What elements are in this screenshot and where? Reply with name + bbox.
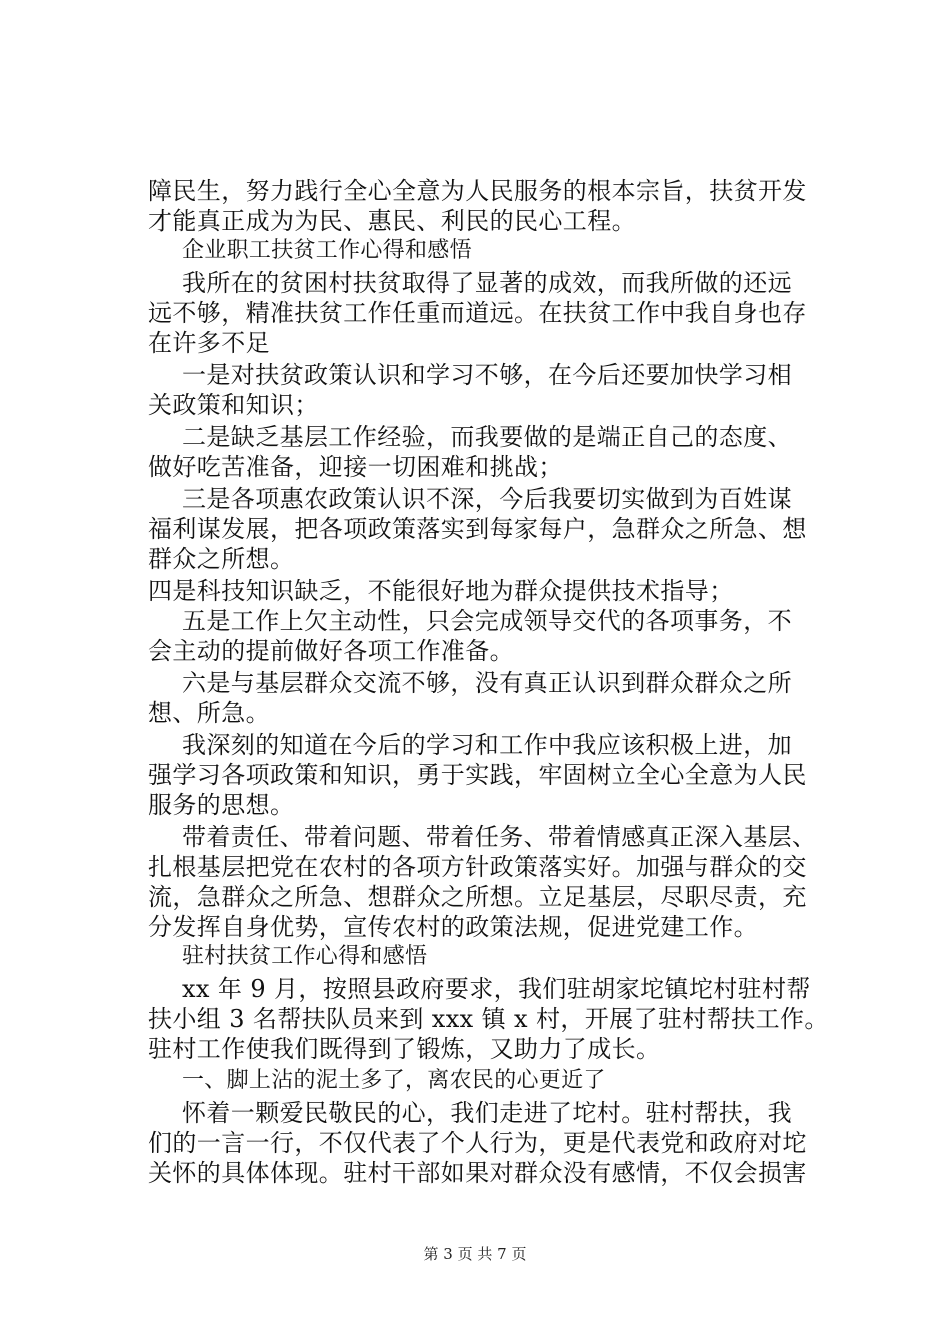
text-line: 五是工作上欠主动性，只会完成领导交代的各项事务，不 xyxy=(182,607,792,635)
text-line: 流，急群众之所急、想群众之所想。立足基层，尽职尽责，充 xyxy=(148,883,807,911)
page-number-footer: 第 3 页 共 7 页 xyxy=(423,1245,527,1263)
text-line: 关政策和知识； xyxy=(148,391,319,419)
text-line: 障民生，努力践行全心全意为人民服务的根本宗旨，扶贫开发 xyxy=(148,177,807,205)
text-line: 带着责任、带着问题、带着任务、带着情感真正深入基层、 xyxy=(182,823,817,851)
section-heading: 企业职工扶贫工作心得和感悟 xyxy=(182,238,472,263)
text-line: 在许多不足 xyxy=(148,329,270,357)
text-line: 做好吃苦准备，迎接一切困难和挑战； xyxy=(148,453,563,481)
text-line: 关怀的具体体现。驻村干部如果对群众没有感情，不仅会损害 xyxy=(148,1159,807,1187)
section-heading: 一、脚上沾的泥土多了，离农民的心更近了 xyxy=(182,1068,606,1093)
text-line: 群众之所想。 xyxy=(148,545,295,573)
text-line: xx 年 9 月，按照县政府要求，我们驻胡家坨镇坨村驻村帮 xyxy=(182,975,811,1003)
text-line: 六是与基层群众交流不够，没有真正认识到群众群众之所 xyxy=(182,669,792,697)
text-line: 服务的思想。 xyxy=(148,791,295,819)
text-line: 才能真正成为为民、惠民、利民的民心工程。 xyxy=(148,207,636,235)
text-line: 扎根基层把党在农村的各项方针政策落实好。加强与群众的交 xyxy=(148,853,807,881)
text-line: 我所在的贫困村扶贫取得了显著的成效，而我所做的还远 xyxy=(182,269,792,297)
section-heading: 驻村扶贫工作心得和感悟 xyxy=(182,944,428,969)
text-line: 远不够，精准扶贫工作任重而道远。在扶贫工作中我自身也存 xyxy=(148,299,807,327)
text-line: 会主动的提前做好各项工作准备。 xyxy=(148,637,514,665)
text-line: 驻村工作使我们既得到了锻炼，又助力了成长。 xyxy=(148,1035,661,1063)
text-line: 一是对扶贫政策认识和学习不够，在今后还要加快学习相 xyxy=(182,361,792,389)
text-line: 怀着一颗爱民敬民的心，我们走进了坨村。驻村帮扶，我 xyxy=(182,1099,792,1127)
text-line: 想、所急。 xyxy=(148,699,270,727)
text-line: 四是科技知识缺乏，不能很好地为群众提供技术指导； xyxy=(148,577,734,605)
text-line: 扶小组 3 名帮扶队员来到 xxx 镇 x 村，开展了驻村帮扶工作。 xyxy=(148,1005,829,1033)
text-line: 们的一言一行，不仅代表了个人行为，更是代表党和政府对坨 xyxy=(148,1129,807,1157)
text-line: 我深刻的知道在今后的学习和工作中我应该积极上进，加 xyxy=(182,731,792,759)
text-line: 福利谋发展，把各项政策落实到每家每户，急群众之所急、想 xyxy=(148,515,807,543)
text-line: 分发挥自身优势，宣传农村的政策法规，促进党建工作。 xyxy=(148,913,758,941)
text-line: 三是各项惠农政策认识不深，今后我要切实做到为百姓谋 xyxy=(182,485,792,513)
text-line: 强学习各项政策和知识，勇于实践，牢固树立全心全意为人民 xyxy=(148,761,807,789)
text-line: 二是缺乏基层工作经验，而我要做的是端正自己的态度、 xyxy=(182,423,792,451)
